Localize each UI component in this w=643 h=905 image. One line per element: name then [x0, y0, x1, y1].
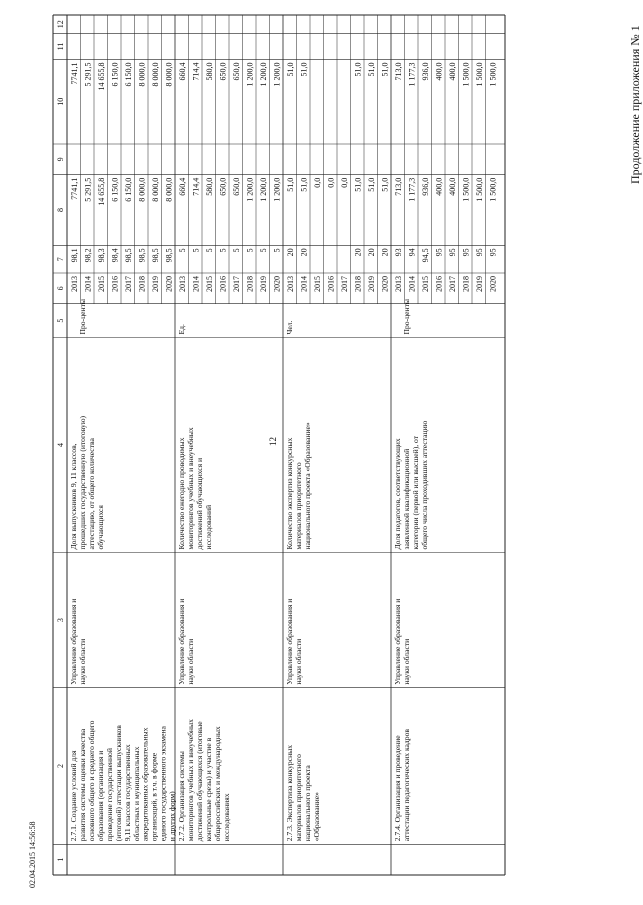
column-number: 7 [56, 257, 65, 262]
funding-total-cell: 1 500,0 [488, 62, 498, 87]
value-cell: 5 [259, 248, 268, 253]
value-cell: 95 [448, 248, 457, 257]
funding-cell: 660,4 [178, 177, 187, 196]
funding-cell: 714,4 [191, 177, 201, 196]
funding-cell: 8 000,0 [137, 177, 147, 202]
value-cell: 98,5 [124, 248, 133, 263]
funding-total-cell: 1 177,3 [407, 62, 417, 87]
funding-cell: 1 200,0 [272, 177, 282, 202]
value-cell: 95 [488, 248, 498, 257]
indicator-text: Количество экспертиз конкурсныхматериалов приоритетногонационального проекта «Образование» [285, 422, 312, 550]
value-cell: 20 [286, 248, 295, 257]
value-cell: 5 [245, 248, 255, 253]
rotated-table [45, 15, 605, 885]
funding-cell: 580,0 [205, 177, 214, 196]
year-cell: 2018 [137, 276, 147, 292]
funding-total-cell: 714,4 [191, 62, 201, 81]
funding-total-cell: 1 200,0 [272, 62, 282, 87]
funding-cell: 0,0 [340, 177, 349, 188]
funding-cell: 51,0 [299, 177, 309, 192]
column-number: 11 [56, 42, 65, 51]
executor-text: Управление образования инауки области [177, 598, 195, 685]
funding-total-cell: 5 291,5 [83, 62, 93, 87]
funding-total-cell: 8 000,0 [164, 62, 174, 87]
funding-total-cell: 51,0 [367, 62, 376, 77]
funding-cell: 1 500,0 [488, 177, 498, 202]
value-cell: 5 [272, 248, 282, 253]
funding-cell: 936,0 [421, 177, 430, 196]
year-cell: 2014 [299, 276, 309, 292]
value-cell: 94 [407, 248, 417, 257]
column-number: 9 [56, 157, 65, 162]
funding-cell: 1 200,0 [245, 177, 255, 202]
indicator-text: Доля педагогов, соответствующихзаявленной квалификационнойкатегории (первой или высшей), отобщего числа проходивших аттестацию [393, 420, 429, 550]
page-number: 12 [268, 437, 278, 446]
year-cell: 2017 [124, 276, 133, 292]
value-cell: 95 [434, 248, 444, 257]
unit-text: Чел. [285, 320, 294, 335]
funding-cell: 713,0 [394, 177, 403, 196]
value-cell: 20 [299, 248, 309, 257]
year-cell: 2015 [97, 276, 106, 292]
value-cell: 95 [475, 248, 484, 257]
unit-text: Про-центы [77, 298, 87, 335]
annex-title: Продолжение приложения № 1 [628, 25, 642, 184]
unit-text: Про-центы [401, 298, 411, 335]
funding-total-cell: 1 500,0 [461, 62, 471, 87]
funding-cell: 14 655,8 [97, 177, 106, 206]
funding-total-cell: 8 000,0 [151, 62, 160, 87]
value-cell: 98,2 [83, 248, 93, 263]
year-cell: 2014 [191, 276, 201, 292]
funding-total-cell: 650,0 [218, 62, 228, 81]
funding-total-cell: 6 150,0 [110, 62, 120, 87]
column-number: 1 [56, 857, 65, 862]
funding-total-cell: 51,0 [380, 62, 390, 77]
funding-total-cell: 51,0 [353, 62, 363, 77]
year-cell: 2015 [205, 276, 214, 292]
value-cell: 5 [178, 248, 187, 253]
funding-total-cell: 8 000,0 [137, 62, 147, 87]
funding-cell: 1 500,0 [461, 177, 471, 202]
value-cell: 5 [218, 248, 228, 253]
funding-cell: 6 150,0 [110, 177, 120, 202]
event-text: 2.7.1. Создание условий дляразвития системы оценки качестваосновного общего и среднего общегообразования (организация ипроведение государственной(итоговой) аттестации выпускников9,11 классов государственныхобластных и муниципальныхаккредитованных образовательныхорганизаций, в т.ч. в формеединого государственного экзаменаи других форм) [69, 720, 177, 842]
funding-total-cell: 713,0 [394, 62, 403, 81]
event-text: 2.7.3. Экспертиза конкурсныхматериалов приоритетногонационального проекта«Образование» [285, 744, 321, 842]
event-text: 2.7.2. Организация системымониторингов учебных и внеучебныхдостижений обучающихся (итоговыеконтрольные срезы) и участие вобщероссийских и международныхисследованиях [177, 719, 231, 842]
year-cell: 2019 [367, 276, 376, 292]
funding-total-cell: 6 150,0 [124, 62, 133, 87]
value-cell: 95 [461, 248, 471, 257]
funding-total-cell: 7741,1 [70, 62, 79, 85]
year-cell: 2018 [353, 276, 363, 292]
column-number: 8 [56, 208, 65, 213]
column-number: 2 [56, 763, 65, 768]
table-svg [45, 15, 605, 880]
funding-cell: 8 000,0 [164, 177, 174, 202]
value-cell: 98,5 [137, 248, 147, 263]
year-cell: 2016 [326, 276, 336, 292]
value-cell: 5 [205, 248, 214, 253]
value-cell: 5 [191, 248, 201, 253]
column-number: 12 [56, 20, 65, 29]
year-cell: 2019 [259, 276, 268, 292]
year-cell: 2014 [83, 276, 93, 292]
year-cell: 2016 [434, 276, 444, 292]
value-cell: 94,5 [421, 248, 430, 263]
funding-cell: 8 000,0 [151, 177, 160, 202]
column-number: 4 [56, 443, 65, 447]
column-number: 10 [56, 97, 65, 106]
funding-cell: 51,0 [367, 177, 376, 192]
year-cell: 2013 [178, 276, 187, 292]
funding-total-cell: 1 500,0 [475, 62, 484, 87]
indicator-text: Доля выпускников 9, 11 классов,прошедших государственную (итоговую)аттестацию, от общего количестваобучающихся [69, 415, 105, 550]
year-cell: 2017 [448, 276, 457, 292]
year-cell: 2016 [110, 276, 120, 292]
unit-text: Ед. [177, 324, 186, 335]
funding-cell: 400,0 [434, 177, 444, 196]
funding-cell: 51,0 [286, 177, 295, 192]
year-cell: 2019 [475, 276, 484, 292]
funding-total-cell: 650,0 [232, 62, 241, 81]
year-cell: 2017 [340, 276, 349, 292]
funding-total-cell: 660,4 [178, 62, 187, 81]
print-timestamp: 02.04.2015 14:56:58 [28, 821, 37, 888]
funding-cell: 1 177,3 [407, 177, 417, 202]
event-text: 2.7.4. Организация и проведениеаттестации педагогических кадров [393, 729, 411, 842]
year-cell: 2020 [164, 276, 174, 292]
funding-cell: 6 150,0 [124, 177, 133, 202]
funding-total-cell: 1 200,0 [259, 62, 268, 87]
column-number: 5 [56, 318, 65, 323]
year-cell: 2015 [313, 276, 322, 292]
year-cell: 2015 [421, 276, 430, 292]
executor-text: Управление образования инауки области [285, 598, 303, 685]
funding-cell: 1 500,0 [475, 177, 484, 202]
funding-cell: 7741,1 [70, 177, 79, 200]
year-cell: 2020 [272, 276, 282, 292]
year-cell: 2020 [488, 276, 498, 292]
value-cell: 98,3 [97, 248, 106, 263]
funding-total-cell: 580,0 [205, 62, 214, 81]
value-cell: 98,4 [110, 248, 120, 263]
value-cell: 20 [353, 248, 363, 257]
funding-cell: 650,0 [218, 177, 228, 196]
year-cell: 2018 [245, 276, 255, 292]
funding-cell: 1 200,0 [259, 177, 268, 202]
value-cell: 98,5 [164, 248, 174, 263]
funding-cell: 650,0 [232, 177, 241, 196]
year-cell: 2014 [407, 276, 417, 292]
value-cell: 20 [367, 248, 376, 257]
year-cell: 2013 [394, 276, 403, 292]
year-cell: 2019 [151, 276, 160, 292]
value-cell: 93 [394, 248, 403, 257]
funding-total-cell: 1 200,0 [245, 62, 255, 87]
year-cell: 2013 [70, 276, 79, 292]
funding-total-cell: 936,0 [421, 62, 430, 81]
funding-cell: 51,0 [353, 177, 363, 192]
indicator-text: Количество ежегодно проводимыхмониторингов учебных и внеучебныхдостижений обучающихся иисследований [177, 427, 213, 550]
value-cell: 98,5 [151, 248, 160, 263]
funding-cell: 0,0 [326, 177, 336, 188]
year-cell: 2020 [380, 276, 390, 292]
column-number: 6 [56, 286, 65, 291]
table-grid [53, 15, 505, 875]
executor-text: Управление образования инауки области [393, 598, 411, 685]
year-cell: 2017 [232, 276, 241, 292]
value-cell: 98,1 [70, 248, 79, 263]
funding-total-cell: 14 655,8 [97, 62, 106, 91]
funding-cell: 0,0 [313, 177, 322, 188]
year-cell: 2016 [218, 276, 228, 292]
funding-cell: 51,0 [380, 177, 390, 192]
funding-total-cell: 400,0 [434, 62, 444, 81]
funding-cell: 5 291,5 [83, 177, 93, 202]
funding-cell: 400,0 [448, 177, 457, 196]
value-cell: 5 [232, 248, 241, 253]
funding-total-cell: 400,0 [448, 62, 457, 81]
funding-total-cell: 51,0 [299, 62, 309, 77]
value-cell: 20 [380, 248, 390, 257]
funding-total-cell: 51,0 [286, 62, 295, 77]
year-cell: 2013 [286, 276, 295, 292]
executor-text: Управление образования инауки области [69, 598, 87, 685]
year-cell: 2018 [461, 276, 471, 292]
column-number: 3 [56, 618, 65, 623]
